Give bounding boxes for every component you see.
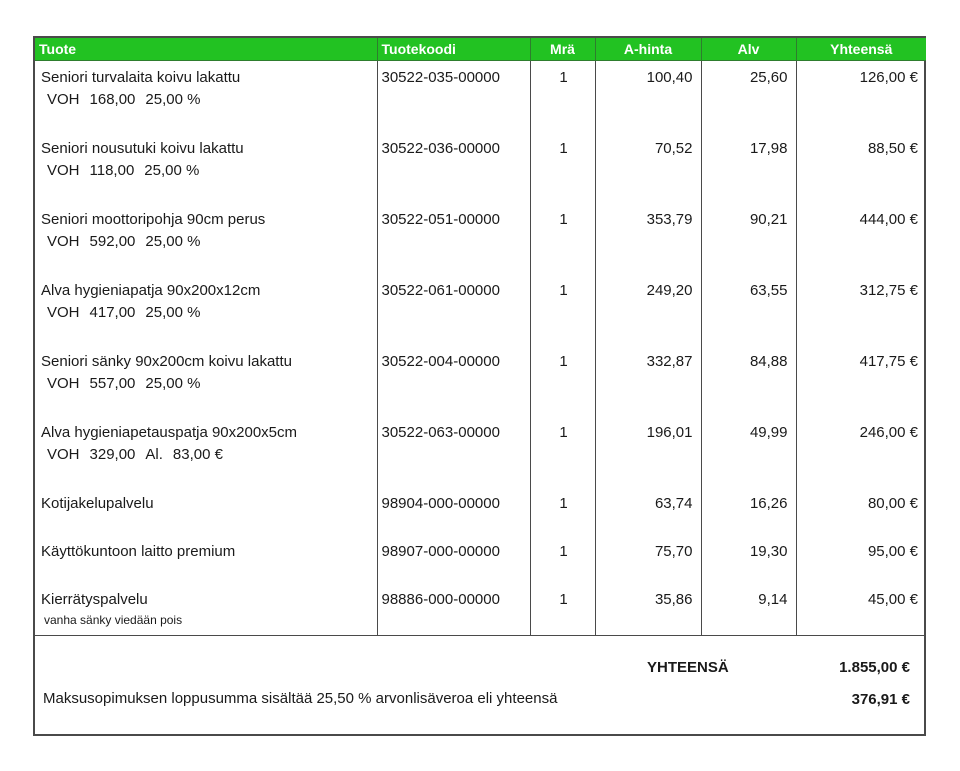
vat-amount: 19,30 <box>701 535 796 583</box>
quantity: 1 <box>530 487 595 535</box>
quantity: 1 <box>530 274 595 345</box>
vat-amount: 9,14 <box>701 583 796 636</box>
grand-total-amount: 1.855,00 € <box>839 659 910 676</box>
product-note: vanha sänky viedään pois <box>44 612 183 627</box>
product-code: 98886-000-00000 <box>377 583 530 636</box>
col-header-code: Tuotekoodi <box>377 38 530 61</box>
header-row <box>35 38 926 61</box>
grand-total-label: YHTEENSÄ <box>647 659 729 676</box>
product-details <box>41 375 373 392</box>
product-cell <box>35 535 377 583</box>
detail-label: VOH <box>47 161 80 179</box>
col-header-qty: Mrä <box>530 38 595 61</box>
product-cell <box>35 487 377 535</box>
unit-price: 353,79 <box>595 203 701 274</box>
table-row <box>35 345 926 416</box>
product-cell <box>35 132 377 203</box>
unit-price: 70,52 <box>595 132 701 203</box>
product-name: Seniori sänky 90x200cm koivu lakattu <box>41 352 292 370</box>
quantity: 1 <box>530 61 595 132</box>
product-code: 98907-000-00000 <box>377 535 530 583</box>
row-total: 417,75 € <box>859 352 918 370</box>
detail-label: VOH <box>47 91 80 108</box>
quantity: 1 <box>530 203 595 274</box>
detail-rate: 25,00 % <box>145 374 201 392</box>
product-cell <box>35 416 377 487</box>
detail-label: VOH <box>47 232 80 250</box>
product-details <box>41 446 373 463</box>
table-row <box>35 583 926 636</box>
row-total: 80,00 € <box>867 494 918 512</box>
product-name: Seniori turvalaita koivu lakattu <box>41 69 241 86</box>
quantity: 1 <box>530 345 595 416</box>
detail-discount: 83,00 € <box>172 445 223 463</box>
product-cell <box>35 583 377 636</box>
vat-total-amount: 376,91 € <box>851 691 910 708</box>
product-cell <box>35 203 377 274</box>
product-details <box>41 91 373 108</box>
product-cell <box>35 274 377 345</box>
detail-rate: 25,00 % <box>145 91 201 108</box>
table-row <box>35 203 926 274</box>
product-name: Alva hygieniapatja 90x200x12cm <box>41 281 261 299</box>
vat-amount: 63,55 <box>701 274 796 345</box>
vat-amount: 90,21 <box>701 203 796 274</box>
detail-value: 118,00 <box>89 161 135 179</box>
product-cell <box>35 345 377 416</box>
table-row <box>35 416 926 487</box>
product-code: 30522-061-00000 <box>377 274 530 345</box>
vat-amount: 16,26 <box>701 487 796 535</box>
unit-price: 35,86 <box>595 583 701 636</box>
detail-rate: 25,00 % <box>145 303 201 321</box>
product-name: Seniori moottoripohja 90cm perus <box>41 210 266 228</box>
quantity: 1 <box>530 583 595 636</box>
row-total: 246,00 € <box>859 423 918 441</box>
product-code: 30522-035-00000 <box>377 61 530 132</box>
unit-price: 63,74 <box>595 487 701 535</box>
col-header-product: Tuote <box>35 38 377 61</box>
vat-amount: 25,60 <box>701 61 796 132</box>
col-header-total: Yhteensä <box>796 38 926 61</box>
detail-value: 329,00 <box>89 445 136 463</box>
detail-rate: 25,00 % <box>145 232 201 250</box>
table-row <box>35 274 926 345</box>
unit-price: 196,01 <box>595 416 701 487</box>
table-row <box>35 535 926 583</box>
product-code: 30522-036-00000 <box>377 132 530 203</box>
product-details <box>41 233 373 250</box>
detail-rate: 25,00 % <box>144 161 200 179</box>
product-cell <box>35 61 377 132</box>
table-row <box>35 132 926 203</box>
unit-price: 332,87 <box>595 345 701 416</box>
product-code: 30522-051-00000 <box>377 203 530 274</box>
table-row <box>35 61 926 132</box>
unit-price: 75,70 <box>595 535 701 583</box>
product-code: 98904-000-00000 <box>377 487 530 535</box>
row-total: 88,50 € <box>867 139 918 157</box>
quantity: 1 <box>530 535 595 583</box>
detail-label: VOH <box>47 374 80 392</box>
product-name: Kotijakelupalvelu <box>41 494 154 512</box>
invoice-box <box>33 36 926 736</box>
quantity: 1 <box>530 132 595 203</box>
row-total: 444,00 € <box>859 210 918 228</box>
col-header-unit-price: A-hinta <box>595 38 701 61</box>
unit-price: 100,40 <box>595 61 701 132</box>
vat-amount: 17,98 <box>701 132 796 203</box>
table-row <box>35 487 926 535</box>
col-header-vat: Alv <box>701 38 796 61</box>
detail-value: 417,00 <box>89 303 136 321</box>
detail-label: VOH <box>47 445 80 463</box>
row-total: 45,00 € <box>796 583 926 636</box>
product-name: Seniori nousutuki koivu lakattu <box>41 139 244 157</box>
product-code: 30522-063-00000 <box>377 416 530 487</box>
vat-amount: 49,99 <box>701 416 796 487</box>
product-details <box>41 304 373 321</box>
quantity: 1 <box>530 416 595 487</box>
vat-note: Maksusopimuksen loppusumma sisältää 25,50 % arvonlisäveroa eli yhteensä <box>43 690 558 707</box>
product-name: Kierrätyspalvelu <box>41 590 148 608</box>
row-total: 126,00 € <box>859 69 918 86</box>
product-name: Käyttökuntoon laitto premium <box>41 542 236 560</box>
row-total: 95,00 € <box>867 542 918 560</box>
detail-discount-label: Al. <box>145 445 163 463</box>
items-table <box>35 38 926 636</box>
row-total: 312,75 € <box>859 281 918 299</box>
detail-value: 592,00 <box>89 232 136 250</box>
product-details <box>41 162 373 179</box>
unit-price: 249,20 <box>595 274 701 345</box>
detail-label: VOH <box>47 303 80 321</box>
detail-value: 168,00 <box>89 91 136 108</box>
vat-amount: 84,88 <box>701 345 796 416</box>
product-name: Alva hygieniapetauspatja 90x200x5cm <box>41 423 298 441</box>
detail-value: 557,00 <box>89 374 136 392</box>
product-code: 30522-004-00000 <box>377 345 530 416</box>
